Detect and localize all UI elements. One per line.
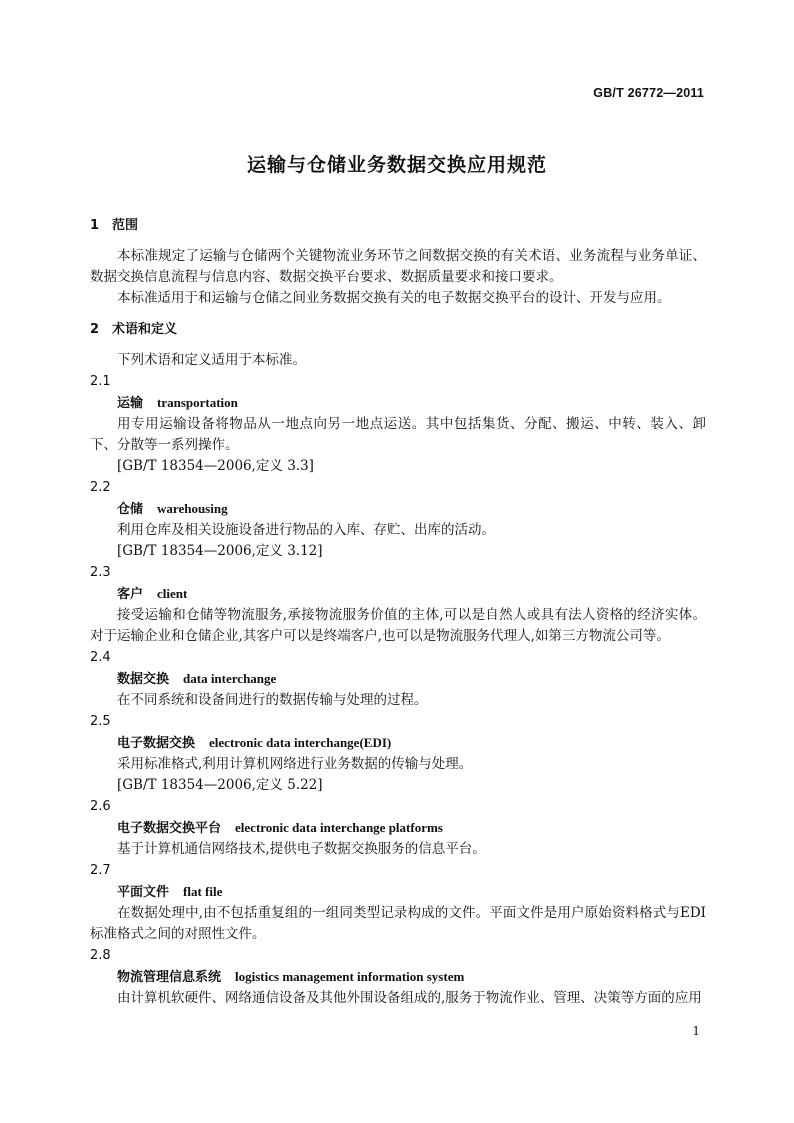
term-entry: [90, 647, 706, 711]
term-zh: 运输: [117, 396, 144, 411]
term-entry: [90, 477, 706, 562]
term-definition: 接受运输和仓储等物流服务,承接物流服务价值的主体,可以是自然人或具有法人资格的经济实体。对于运输企业和仓储企业,其客户可以是终端客户,也可以是物流服务代理人,如第三方物流公司等。: [90, 607, 706, 644]
term-definition: 在数据处理中,由不包括重复组的一组同类型记录构成的文件。平面文件是用户原始资料格式与EDI标准格式之间的对照性文件。: [90, 905, 706, 942]
term-zh: 客户: [117, 587, 144, 602]
term-en: flat file: [183, 884, 223, 899]
standard-code: GB/T 26772—2011: [593, 86, 704, 100]
term-heading: [90, 583, 706, 605]
section-number: 2: [90, 322, 100, 337]
clause-number: 2.2: [90, 480, 111, 495]
term-entry: [90, 562, 706, 647]
term-zh: 电子数据交换平台: [117, 821, 222, 836]
term-definition: 基于计算机通信网络技术,提供电子数据交换服务的信息平台。: [117, 841, 486, 857]
clause-number: 2.3: [90, 565, 111, 580]
term-en: electronic data interchange(EDI): [209, 735, 392, 750]
term-definition: 采用标准格式,利用计算机网络进行业务数据的传输与处理。: [117, 756, 473, 772]
terms-intro: 下列术语和定义适用于本标准。: [117, 352, 306, 368]
document-title: 运输与仓储业务数据交换应用规范: [246, 154, 547, 176]
term-entry: [90, 371, 706, 477]
term-en: warehousing: [157, 501, 228, 516]
term-en: client: [157, 586, 188, 601]
term-heading: [90, 392, 706, 414]
term-definition: 在不同系统和设备间进行的数据传输与处理的过程。: [117, 692, 428, 708]
clause-number: 2.7: [90, 863, 111, 878]
clause-number: 2.8: [90, 948, 111, 963]
term-heading: [90, 498, 706, 520]
term-entry: [90, 796, 706, 860]
clause-number: 2.4: [90, 650, 111, 665]
term-source: [GB/T 18354—2006,定义 5.22]: [117, 777, 323, 793]
term-definition: 用专用运输设备将物品从一地点向另一地点运送。其中包括集货、分配、搬运、中转、装入、卸下、分散等一系列操作。: [90, 416, 706, 453]
term-heading: [90, 817, 706, 839]
clause-number: 2.6: [90, 799, 111, 814]
scope-paragraph: 本标准规定了运输与仓储两个关键物流业务环节之间数据交换的有关术语、业务流程与业务单证、数据交换信息流程与信息内容、数据交换平台要求、数据质量要求和接口要求。: [90, 248, 706, 285]
section-heading-terms: [90, 320, 706, 340]
term-heading: [90, 668, 706, 690]
page-number: 1: [692, 1024, 700, 1038]
term-heading: [90, 881, 706, 903]
document-body: [90, 216, 706, 1009]
term-entry: [90, 860, 706, 945]
section-title: 术语和定义: [112, 322, 178, 337]
section-title: 范围: [112, 218, 139, 233]
term-zh: 电子数据交换: [117, 736, 196, 751]
term-source: [GB/T 18354—2006,定义 3.3]: [117, 458, 314, 474]
section-heading-scope: [90, 216, 706, 236]
term-en: logistics management information system: [235, 969, 465, 984]
term-en: transportation: [157, 395, 238, 410]
term-definition: 利用仓库及相关设施设备进行物品的入库、存贮、出库的活动。: [117, 522, 495, 538]
scope-paragraph: 本标准适用于和运输与仓储之间业务数据交换有关的电子数据交换平台的设计、开发与应用。: [117, 290, 671, 306]
term-zh: 平面文件: [117, 885, 170, 900]
term-zh: 仓储: [117, 502, 144, 517]
term-zh: 物流管理信息系统: [117, 970, 222, 985]
clause-number: 2.5: [90, 714, 111, 729]
term-zh: 数据交换: [117, 672, 170, 687]
term-entry: [90, 945, 706, 1009]
clause-number: 2.1: [90, 374, 111, 389]
term-en: electronic data interchange platforms: [235, 820, 443, 835]
section-number: 1: [90, 218, 100, 233]
term-heading: [90, 732, 706, 754]
term-en: data interchange: [183, 671, 277, 686]
term-definition: 由计算机软硬件、网络通信设备及其他外围设备组成的,服务于物流作业、管理、决策等方面的应用: [117, 990, 702, 1006]
term-heading: [90, 966, 706, 988]
term-entry: [90, 711, 706, 796]
term-source: [GB/T 18354—2006,定义 3.12]: [117, 543, 323, 559]
